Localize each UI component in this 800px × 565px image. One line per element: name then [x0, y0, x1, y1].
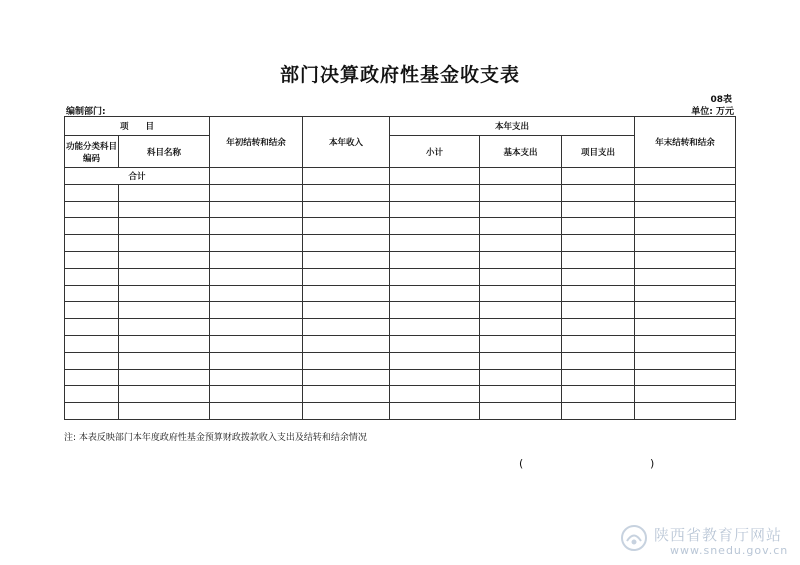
table-cell [303, 335, 390, 352]
table-cell [562, 168, 635, 185]
table-cell [390, 285, 480, 302]
table-cell [562, 285, 635, 302]
table-cell [303, 386, 390, 403]
table-cell [65, 386, 119, 403]
table-cell [480, 352, 562, 369]
header-expense: 本年支出 [390, 117, 635, 136]
table-cell [303, 168, 390, 185]
table-cell [635, 268, 736, 285]
table-cell [390, 168, 480, 185]
table-cell [562, 319, 635, 336]
table-cell [635, 386, 736, 403]
table-cell [635, 403, 736, 420]
table-cell [562, 218, 635, 235]
table-cell [480, 335, 562, 352]
table-cell [480, 386, 562, 403]
table-cell [562, 352, 635, 369]
table-cell [119, 302, 210, 319]
close-paren: ) [650, 457, 655, 470]
table-cell [390, 218, 480, 235]
site-logo-icon [620, 524, 648, 552]
table-row [65, 268, 736, 285]
table-number: 08表 [710, 95, 732, 105]
table-cell [65, 218, 119, 235]
table-cell [480, 268, 562, 285]
table-row [65, 369, 736, 386]
table-cell [210, 403, 303, 420]
table-cell [65, 251, 119, 268]
header-end-balance: 年末结转和结余 [635, 117, 736, 168]
table-cell [65, 369, 119, 386]
table-cell [65, 335, 119, 352]
table-cell [480, 285, 562, 302]
table-cell [562, 251, 635, 268]
dept-label: 编制部门: [66, 107, 106, 117]
table-cell [480, 235, 562, 252]
table-row [65, 335, 736, 352]
table-cell [635, 285, 736, 302]
watermark-url: www.snedu.gov.cn [670, 544, 789, 557]
table-cell [480, 403, 562, 420]
footnote: 注: 本表反映部门本年度政府性基金预算财政拨款收入支出及结转和结余情况 [64, 433, 367, 443]
table-cell [635, 302, 736, 319]
header-item: 项 目 [65, 117, 210, 136]
table-cell [210, 268, 303, 285]
table-cell [65, 319, 119, 336]
table-cell [480, 369, 562, 386]
table-cell [303, 218, 390, 235]
table-cell [210, 218, 303, 235]
table-cell [119, 335, 210, 352]
table-row [65, 251, 736, 268]
total-label: 合计 [65, 168, 210, 185]
table-cell [65, 235, 119, 252]
table-cell [390, 386, 480, 403]
table-row [65, 285, 736, 302]
table-cell [303, 201, 390, 218]
table-cell [562, 184, 635, 201]
table-cell [390, 251, 480, 268]
table-cell [210, 184, 303, 201]
table-cell [119, 201, 210, 218]
table-cell [390, 335, 480, 352]
header-subtotal: 小计 [390, 136, 480, 168]
table-cell [390, 319, 480, 336]
table-cell [65, 302, 119, 319]
table-cell [635, 251, 736, 268]
table-cell [210, 352, 303, 369]
header-income: 本年收入 [303, 117, 390, 168]
table-cell [635, 335, 736, 352]
table-cell [210, 168, 303, 185]
table-cell [303, 369, 390, 386]
table-cell [635, 201, 736, 218]
table-cell [119, 319, 210, 336]
table-row [65, 184, 736, 201]
table-cell [390, 403, 480, 420]
table-cell [562, 302, 635, 319]
table-cell [210, 251, 303, 268]
table-cell [390, 369, 480, 386]
table-cell [119, 386, 210, 403]
empty-rows [65, 184, 736, 419]
table-cell [480, 184, 562, 201]
table-cell [65, 184, 119, 201]
table-cell [210, 302, 303, 319]
total-row [65, 168, 736, 185]
table-cell [562, 369, 635, 386]
table-cell [480, 251, 562, 268]
table-cell [65, 352, 119, 369]
watermark-site: 陕西省教育厅网站 [654, 526, 783, 544]
table-cell [210, 235, 303, 252]
table-row [65, 352, 736, 369]
table-cell [119, 403, 210, 420]
table-cell [303, 268, 390, 285]
table-cell [210, 369, 303, 386]
table-cell [119, 285, 210, 302]
table-cell [210, 285, 303, 302]
table-cell [119, 184, 210, 201]
table-cell [119, 218, 210, 235]
table-cell [562, 201, 635, 218]
table-cell [562, 386, 635, 403]
table-cell [303, 184, 390, 201]
table-cell [390, 235, 480, 252]
table-cell [390, 201, 480, 218]
table-row [65, 386, 736, 403]
table-cell [390, 268, 480, 285]
table-cell [635, 235, 736, 252]
header-func-code: 功能分类科目编码 [65, 136, 119, 168]
table-cell [119, 235, 210, 252]
table-cell [635, 218, 736, 235]
table-cell [390, 184, 480, 201]
table-cell [635, 168, 736, 185]
unit-label: 单位: 万元 [691, 107, 734, 117]
table-cell [562, 335, 635, 352]
table-row [65, 235, 736, 252]
table-cell [303, 319, 390, 336]
table-cell [303, 403, 390, 420]
table-cell [635, 319, 736, 336]
header-project: 项目支出 [562, 136, 635, 168]
table-cell [303, 302, 390, 319]
page-title: 部门决算政府性基金收支表 [279, 64, 520, 86]
table-cell [635, 352, 736, 369]
header-subject-name: 科目名称 [119, 136, 210, 168]
table-cell [303, 251, 390, 268]
table-row [65, 201, 736, 218]
table-cell [303, 235, 390, 252]
table-cell [480, 201, 562, 218]
table-cell [303, 285, 390, 302]
open-paren: ( [519, 457, 524, 470]
table-cell [210, 335, 303, 352]
table-cell [480, 168, 562, 185]
header-basic: 基本支出 [480, 136, 562, 168]
table-cell [562, 268, 635, 285]
table-cell [119, 352, 210, 369]
table-cell [65, 201, 119, 218]
table-cell [210, 201, 303, 218]
header-begin-balance: 年初结转和结余 [210, 117, 303, 168]
table-cell [390, 352, 480, 369]
table-cell [210, 386, 303, 403]
watermark [614, 520, 800, 560]
table-cell [303, 352, 390, 369]
table-cell [562, 403, 635, 420]
table-row [65, 403, 736, 420]
table-cell [65, 403, 119, 420]
table-cell [119, 268, 210, 285]
table-cell [390, 302, 480, 319]
table-cell [635, 369, 736, 386]
table-cell [562, 235, 635, 252]
fund-table [64, 116, 736, 420]
table-row [65, 302, 736, 319]
table-cell [480, 319, 562, 336]
table-row [65, 218, 736, 235]
table-cell [635, 184, 736, 201]
table-cell [119, 369, 210, 386]
table-cell [65, 285, 119, 302]
table-cell [210, 319, 303, 336]
table-row [65, 319, 736, 336]
table-cell [65, 268, 119, 285]
table-cell [480, 302, 562, 319]
table-cell [119, 251, 210, 268]
table-cell [480, 218, 562, 235]
